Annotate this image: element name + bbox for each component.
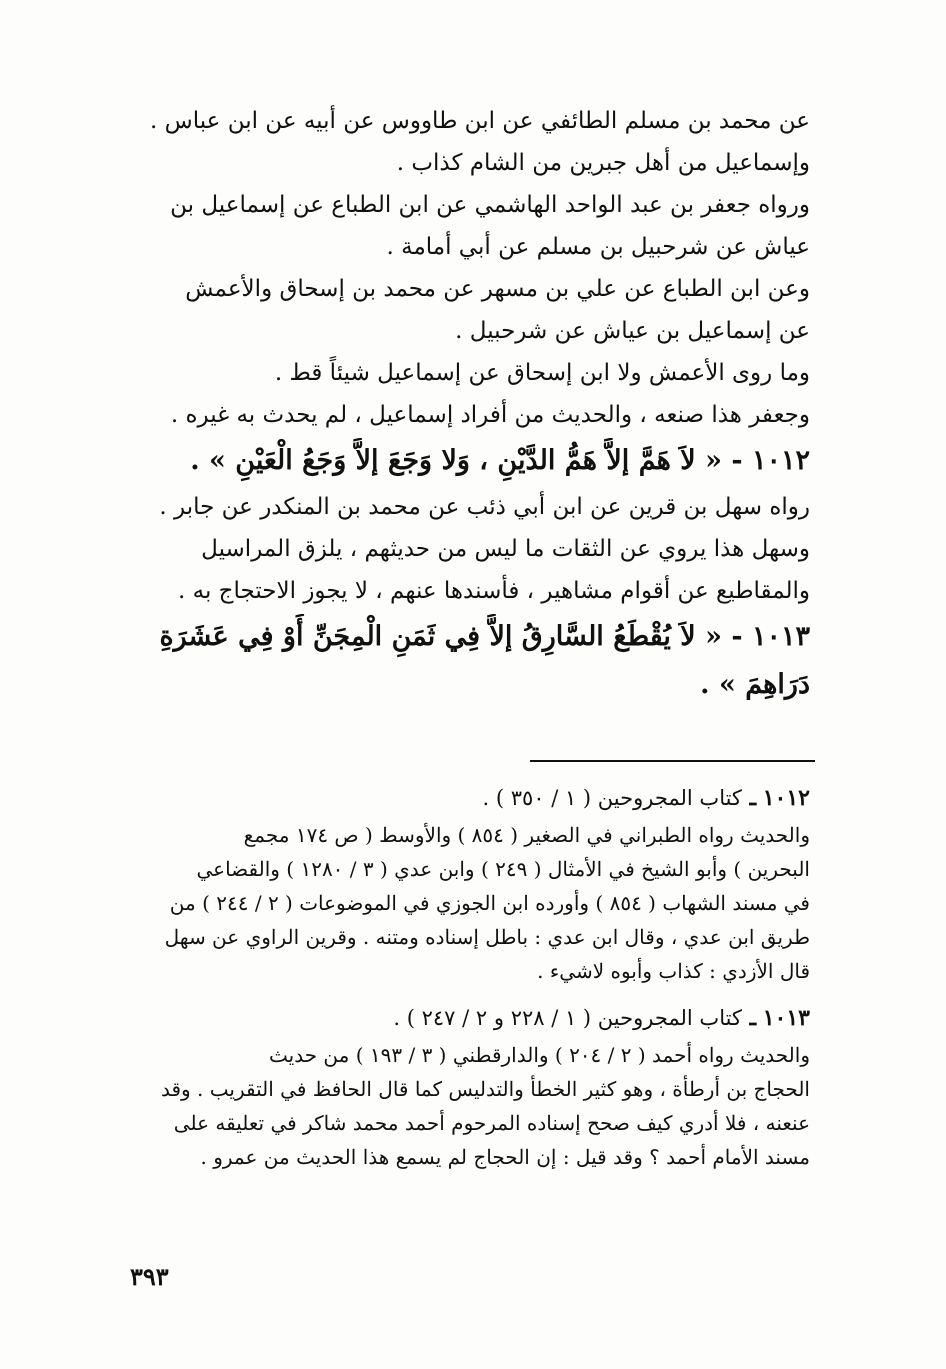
footnote-source: كتاب المجروحين ( ١ / ٢٢٨ و ٢ / ٢٤٧ ) . bbox=[393, 1006, 742, 1030]
text-line: وإسماعيل من أهل جبرين من الشام كذاب . bbox=[396, 150, 810, 176]
hadith-text: « لاَ هَمَّ إلاَّ هَمُّ الدَّيْنِ ، وَلا وَجَعَ إلاَّ وَجَعُ الْعَيْنِ » . bbox=[190, 445, 722, 476]
hadith-number: ١٠١٣ bbox=[751, 621, 810, 652]
hadith-1013-continued: دَرَاهِمَ » . bbox=[700, 669, 810, 700]
text-line: عن محمد بن مسلم الطائفي عن ابن طاووس عن أبيه عن ابن عباس . bbox=[150, 108, 810, 134]
text-line: وما روى الأعمش ولا ابن إسحاق عن إسماعيل شيئاً قط . bbox=[274, 360, 810, 386]
footnote-number: ١٠١٣ bbox=[762, 1005, 810, 1031]
footnote-line: عنعنه ، فلا أدري كيف صحح إسناده المرحوم أحمد محمد شاكر في تعليقه على bbox=[173, 1111, 810, 1135]
footnote-heading-1013 bbox=[130, 998, 810, 1038]
text-line: عن إسماعيل بن عياش عن شرحبيل . bbox=[455, 318, 810, 344]
text-line: عياش عن شرحبيل بن مسلم عن أبي أمامة . bbox=[386, 234, 810, 260]
footnote-line: طريق ابن عدي ، وقال ابن عدي : باطل إسناده ومتنه . وقرين الراوي عن سهل bbox=[164, 925, 810, 949]
hadith-1012 bbox=[130, 438, 810, 484]
text-line: ورواه جعفر بن عبد الواحد الهاشمي عن ابن الطباع عن إسماعيل بن bbox=[170, 192, 810, 218]
text-line: وسهل هذا يروي عن الثقات ما ليس من حديثهم ، يلزق المراسيل bbox=[201, 536, 810, 562]
hadith-1013 bbox=[130, 614, 810, 660]
footnote-line: مسند الأمام أحمد ؟ وقد قيل : إن الحجاج لم يسمع هذا الحديث من عمرو . bbox=[200, 1145, 810, 1169]
text-line: وجعفر هذا صنعه ، والحديث من أفراد إسماعيل ، لم يحدث به غيره . bbox=[170, 402, 810, 428]
footnote-number: ١٠١٢ bbox=[762, 785, 810, 811]
footnote-source: كتاب المجروحين ( ١ / ٣٥٠ ) . bbox=[482, 786, 742, 810]
footnote-line: البحرين ) وأبو الشيخ في الأمثال ( ٢٤٩ ) وابن عدي ( ٣ / ١٢٨٠ ) والقضاعي bbox=[196, 857, 810, 881]
footnote-heading-1012 bbox=[130, 778, 810, 818]
footnotes bbox=[130, 778, 810, 1174]
text-line: والمقاطيع عن أقوام مشاهير ، فأسندها عنهم ، لا يجوز الاحتجاج به . bbox=[177, 578, 810, 604]
text-line: وعن ابن الطباع عن علي بن مسهر عن محمد بن إسحاق والأعمش bbox=[185, 276, 810, 302]
footnote-dash: ـ bbox=[741, 785, 757, 811]
hadith-text: « لاَ يُقْطَعُ السَّارِقُ إلاَّ فِي ثَمَنِ الْمِجَنِّ أَوْ فِي عَشَرَةِ bbox=[159, 621, 722, 652]
hadith-dash: - bbox=[721, 445, 743, 476]
hadith-dash: - bbox=[721, 621, 743, 652]
spacer bbox=[130, 988, 810, 998]
page-number: ٣٩٣ bbox=[130, 1262, 169, 1291]
footnote-line: والحديث رواه الطبراني في الصغير ( ٨٥٤ ) والأوسط ( ص ١٧٤ مجمع bbox=[243, 823, 810, 847]
footnote-dash: ـ bbox=[741, 1005, 757, 1031]
hadith-number: ١٠١٢ bbox=[751, 445, 810, 476]
footnote-line: الحجاج بن أرطأة ، وهو كثير الخطأ والتدليس كما قال الحافظ في التقريب . وقد bbox=[160, 1077, 810, 1101]
text-line: رواه سهل بن قرين عن ابن أبي ذئب عن محمد بن المنكدر عن جابر . bbox=[159, 494, 810, 520]
footnote-line: في مسند الشهاب ( ٨٥٤ ) وأورده ابن الجوزي في الموضوعات ( ٢ / ٢٤٤ ) من bbox=[169, 891, 810, 915]
footnote-line: والحديث رواه أحمد ( ٢ / ٢٠٤ ) والدارقطني ( ٣ / ١٩٣ ) من حديث bbox=[269, 1043, 810, 1067]
footnote-line: قال الأزدي : كذاب وأبوه لاشيء . bbox=[537, 959, 810, 983]
footnote-separator bbox=[530, 760, 815, 762]
main-text bbox=[130, 100, 810, 710]
